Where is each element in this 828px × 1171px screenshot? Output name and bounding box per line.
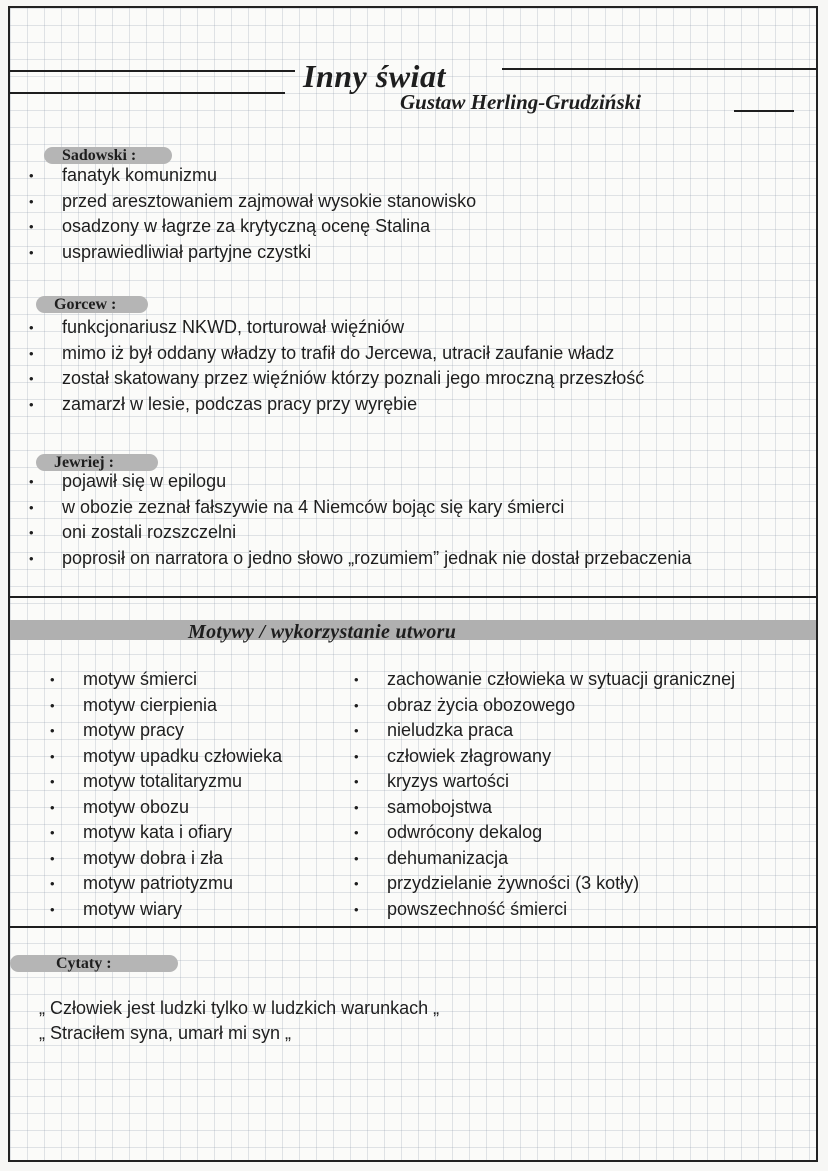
note-page — [8, 6, 818, 1162]
list-item: • samobojstwa — [387, 795, 735, 821]
list-item: • motyw totalitaryzmu — [83, 769, 282, 795]
list-item: • w obozie zeznał fałszywie na 4 Niemców bojąc się kary śmierci — [62, 495, 691, 521]
quote-line: „ Człowiek jest ludzki tylko w ludzkich warunkach „ — [39, 998, 440, 1018]
section-divider — [10, 926, 816, 928]
list-item: • człowiek złagrowany — [387, 744, 735, 770]
list-item: • mimo iż był oddany władzy to trafił do Jercewa, utracił zaufanie władz — [62, 341, 644, 367]
list-item: • motyw pracy — [83, 718, 282, 744]
list-item: • obraz życia obozowego — [387, 693, 735, 719]
character-points-gorcew — [62, 315, 644, 417]
list-item: • oni zostali rozszczelni — [62, 520, 691, 546]
header-rule — [10, 92, 285, 94]
list-item: • dehumanizacja — [387, 846, 735, 872]
quote-line: „ Straciłem syna, umarł mi syn „ — [39, 1023, 292, 1043]
list-item: • nieludzka praca — [387, 718, 735, 744]
list-item: • motyw upadku człowieka — [83, 744, 282, 770]
character-points-sadowski — [62, 163, 476, 265]
list-item: • pojawił się w epilogu — [62, 469, 691, 495]
list-item: • powszechność śmierci — [387, 897, 735, 923]
header-rule — [502, 68, 816, 70]
list-item: • kryzys wartości — [387, 769, 735, 795]
list-item: • odwrócony dekalog — [387, 820, 735, 846]
section-divider — [10, 596, 816, 598]
list-item: • motyw śmierci — [83, 667, 282, 693]
list-item: • przed aresztowaniem zajmował wysokie stanowisko — [62, 189, 476, 215]
list-item: • przydzielanie żywności (3 kotły) — [387, 871, 735, 897]
list-item: • osadzony w łagrze za krytyczną ocenę Stalina — [62, 214, 476, 240]
motifs-heading: Motywy / wykorzystanie utworu — [188, 621, 457, 643]
list-item: • motyw patriotyzmu — [83, 871, 282, 897]
list-item: • motyw kata i ofiary — [83, 820, 282, 846]
list-item: • fanatyk komunizmu — [62, 163, 476, 189]
list-item: • usprawiedliwiał partyjne czystki — [62, 240, 476, 266]
character-points-jewriej — [62, 469, 691, 571]
list-item: • zamarzł w lesie, podczas pracy przy wyrębie — [62, 392, 644, 418]
header-rule — [734, 110, 794, 112]
list-item: • motyw obozu — [83, 795, 282, 821]
list-item: • poprosił on narratora o jedno słowo „rozumiem” jednak nie dostał przebaczenia — [62, 546, 691, 572]
motifs-list-right — [387, 667, 735, 922]
character-label-jewriej: Jewriej : — [36, 454, 158, 471]
page-title: Inny świat — [303, 58, 446, 94]
header-rule — [10, 70, 295, 72]
list-item: • funkcjonariusz NKWD, torturował więźniów — [62, 315, 644, 341]
author-name: Gustaw Herling-Grudziński — [400, 90, 641, 114]
list-item: • motyw dobra i zła — [83, 846, 282, 872]
character-label-gorcew: Gorcew : — [36, 296, 148, 313]
quotes-label: Cytaty : — [10, 955, 178, 972]
list-item: • motyw cierpienia — [83, 693, 282, 719]
list-item: • został skatowany przez więźniów którzy poznali jego mroczną przeszłość — [62, 366, 644, 392]
character-label-sadowski: Sadowski : — [44, 147, 172, 164]
list-item: • motyw wiary — [83, 897, 282, 923]
motifs-list-left — [83, 667, 282, 922]
list-item: • zachowanie człowieka w sytuacji granicznej — [387, 667, 735, 693]
